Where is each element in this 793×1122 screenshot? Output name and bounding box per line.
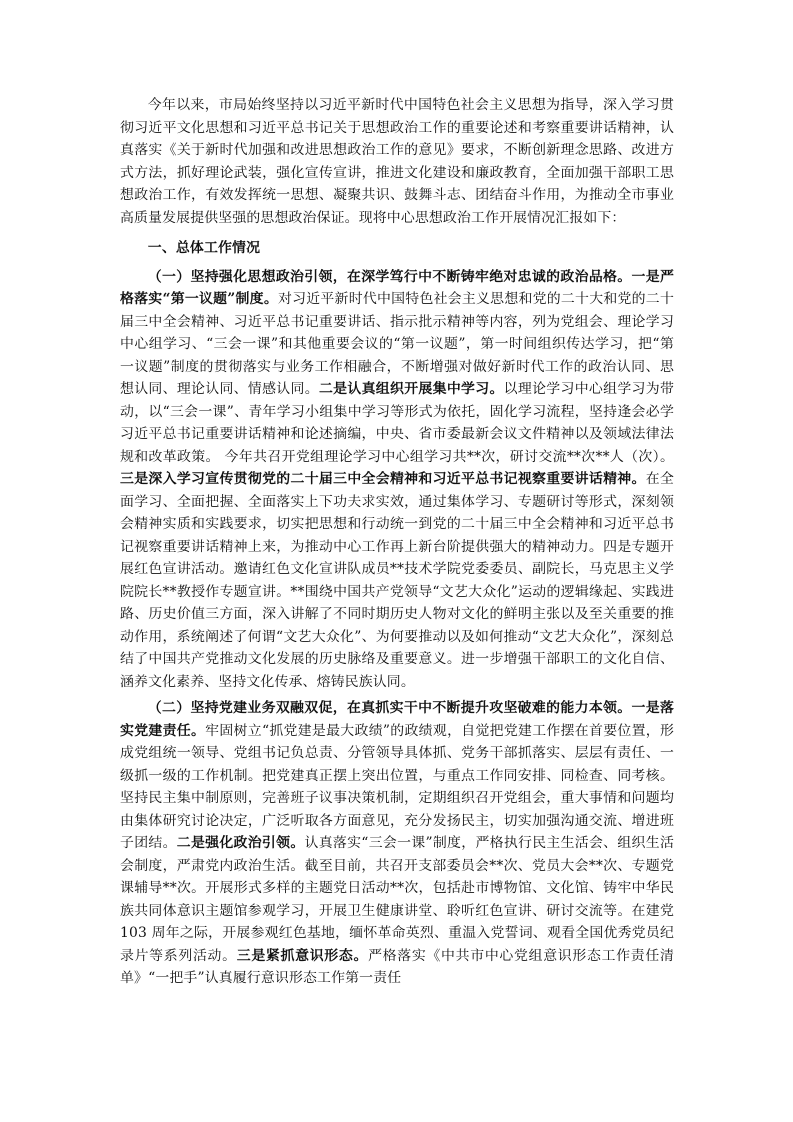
point-group-study-title: 二是认真组织开展集中学习。 bbox=[318, 381, 504, 397]
subheading-political-guidance: （一）坚持强化思想政治引领，在深学笃行中不断铸牢绝对忠诚的政治品格。 bbox=[147, 268, 632, 285]
point-group-study-text: 以理论学习中心组学习为带动，以“三会一课”、青年学习小组集中学习等形式为依托，固化学习流程，坚持逢会必学习近平总书记重要讲话精神和论述摘编，中央、省市委最新会议文件精神以及领域法律法规和改革政策。 今年共召开党组理论学习中心组学习共**次，研讨交流**次**人（次）。 bbox=[120, 381, 674, 465]
point-first-topic-title: 一是严格落实“第一议题”制度。 bbox=[120, 268, 674, 307]
intro-paragraph: 今年以来，市局始终坚持以习近平新时代中国特色社会主义思想为指导，深入学习贯彻习近平文化思想和习近平总书记关于思想政治工作的重要论述和考察重要讲话精神，认真落实《关于新时代加强和改进思想政治工作的意见》要求，不断创新理念思路、改进方式方法，抓好理论武装，强化宣传宣讲，推进文化建设和廉政教育，全面加强干部职工思想政治工作，有效发挥统一思想、凝聚共识、鼓舞斗志、团结奋斗作用，为推动全市事业高质量发展提供坚强的思想政治保证。现将中心思想政治工作开展情况汇报如下： bbox=[120, 97, 674, 226]
subheading-party-building: （二）坚持党建业务双融双促，在真抓实干中不断提升攻坚破难的能力本领。 bbox=[147, 700, 632, 716]
point-ideology-title: 三是紧抓意识形态。 bbox=[236, 947, 369, 964]
point-plenary-study-text: 在全面学习、全面把握、全面落实上下功夫求实效，通过集体学习、专题研讨等形式，深刻领会精神实质和实践要求，切实把思想和行动统一到党的二十届三中全会精神和习近平总书记视察重要讲话精神上来，为推动中心工作再上新台阶提供强大的精神动力。四是专题开展红色宣讲活动。邀请红色文化宣讲队成员**技术学院党委委员、副院长，马克思主义学院院长**教授作专题宣讲。**围绕中国共产党领导“文艺大众化”运动的逻辑缘起、实践进路、历史价值三方面，深入讲解了不同时期历史人物对文化的鲜明主张以及至关重要的推动作用，系统阐述了何谓“文艺大众化”、为何要推动以及如何推动“文艺大众化”，深刻总结了中国共产党推动文化发展的历史脉络及重要意义。进一步增强干部职工的文化自信、涵养文化素养、坚持文化传承、熔铸民族认同。 bbox=[120, 471, 674, 690]
point-responsibility-title: 一是落实党建责任。 bbox=[120, 700, 674, 739]
point-ideology-text: 严格落实《中共市中心党组意识形态工作责任清单》“一把手”认真履行意识形态工作第一责任 bbox=[120, 947, 674, 986]
paragraph-political-guidance bbox=[120, 266, 674, 694]
document-page bbox=[120, 94, 674, 990]
point-political-lead-title: 二是强化政治引领。 bbox=[176, 835, 305, 851]
section-heading-overall: 一、总体工作情况 bbox=[147, 240, 261, 256]
point-first-topic-text: 对习近平新时代中国特色社会主义思想和党的二十大和党的二十届三中全会精神、习近平总书记重要讲话、指示批示精神等内容，列为党组会、理论学习中心组学习、“三会一课”和其他重要会议的“第一议题”，第一时间组织传达学习，把“第一议题”制度的贯彻落实与业务工作相融合，不断增强对做好新时代工作的政治认同、思想认同、理论认同、情感认同。 bbox=[120, 291, 674, 397]
paragraph-party-building bbox=[120, 697, 674, 990]
point-responsibility-text: 牢固树立“抓党建是最大政绩”的政绩观，自觉把党建工作摆在首要位置，形成党组统一领导、党组书记负总责、分管领导具体抓、党务干部抓落实、层层有责任、一级抓一级的工作机制。把党建真正摆上突出位置，与重点工作同安排、同检查、同考核。坚持民主集中制原则，完善班子议事决策机制，定期组织召开党组会，重大事情和问题均由集体研究讨论决定，广泛听取各方面意见，充分发扬民主，切实加强沟通交流、增进班子团结。 bbox=[120, 722, 675, 851]
point-plenary-study-title: 三是深入学习宣传贯彻党的二十届三中全会精神和习近平总书记视察重要讲话精神。 bbox=[120, 471, 646, 487]
point-political-lead-text: 认真落实“三会一课”制度，严格执行民主生活会、组织生活会制度，严肃党内政治生活。截至目前，共召开支部委员会**次、党员大会**次、专题党课辅导**次。开展形式多样的主题党日活动**次，包括赴市博物馆、文化馆、铸牢中华民族共同体意识主题馆参观学习，开展卫生健康讲堂、聆听红色宣讲、研讨交流等。在建党 103 周年之际，开展参观红色基地，缅怀革命英烈、重温入党誓词、观看全国优秀党员纪录片等系列活动。 bbox=[120, 835, 674, 964]
